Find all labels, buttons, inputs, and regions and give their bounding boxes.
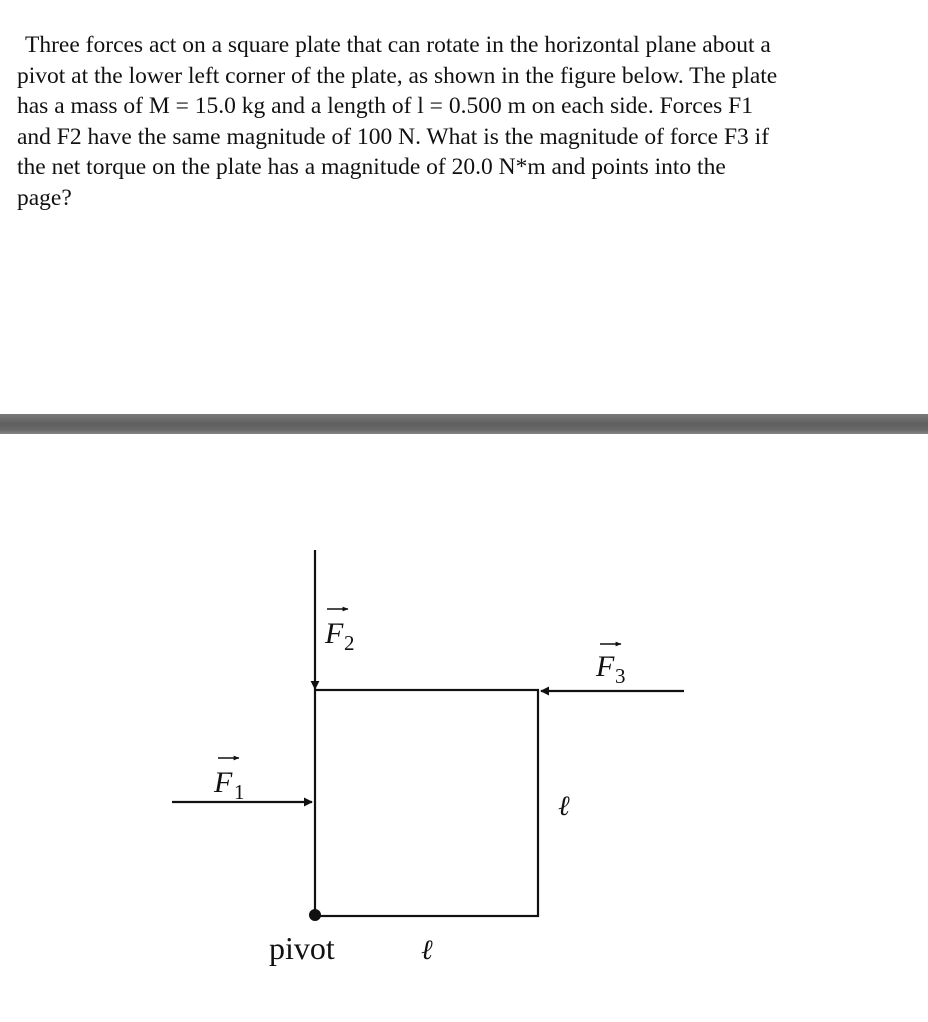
question-line: pivot at the lower left corner of the plate, as shown in the figure below. The plate xyxy=(17,62,778,89)
force-f2-label xyxy=(324,609,355,655)
force-f2-letter: F xyxy=(325,617,344,650)
section-divider xyxy=(0,414,928,434)
side-length-right-label: ℓ xyxy=(558,791,570,822)
square-plate xyxy=(315,690,538,916)
force-f2-subscript: 2 xyxy=(344,631,355,655)
pivot-point xyxy=(309,909,321,921)
question-text xyxy=(17,30,917,213)
force-diagram xyxy=(0,434,928,1022)
force-f3-label xyxy=(595,644,626,688)
side-length-bottom-label: ℓ xyxy=(421,935,433,966)
force-f1-letter: F xyxy=(214,766,233,799)
question-line: page? xyxy=(17,184,72,211)
question-line: and F2 have the same magnitude of 100 N. What is the magnitude of force F3 if xyxy=(17,123,770,150)
force-f1-label xyxy=(213,758,245,804)
question-line: the net torque on the plate has a magnitude of 20.0 N*m and points into the xyxy=(17,154,726,180)
force-f3-subscript: 3 xyxy=(615,664,626,688)
pivot-label: pivot xyxy=(269,930,335,966)
force-f1-subscript: 1 xyxy=(234,780,245,804)
question-line: Three forces act on a square plate that can rotate in the horizontal plane about a xyxy=(25,32,771,58)
question-line: has a mass of M = 15.0 kg and a length of l = 0.500 m on each side. Forces F1 xyxy=(17,93,753,119)
force-f3-letter: F xyxy=(596,650,615,683)
